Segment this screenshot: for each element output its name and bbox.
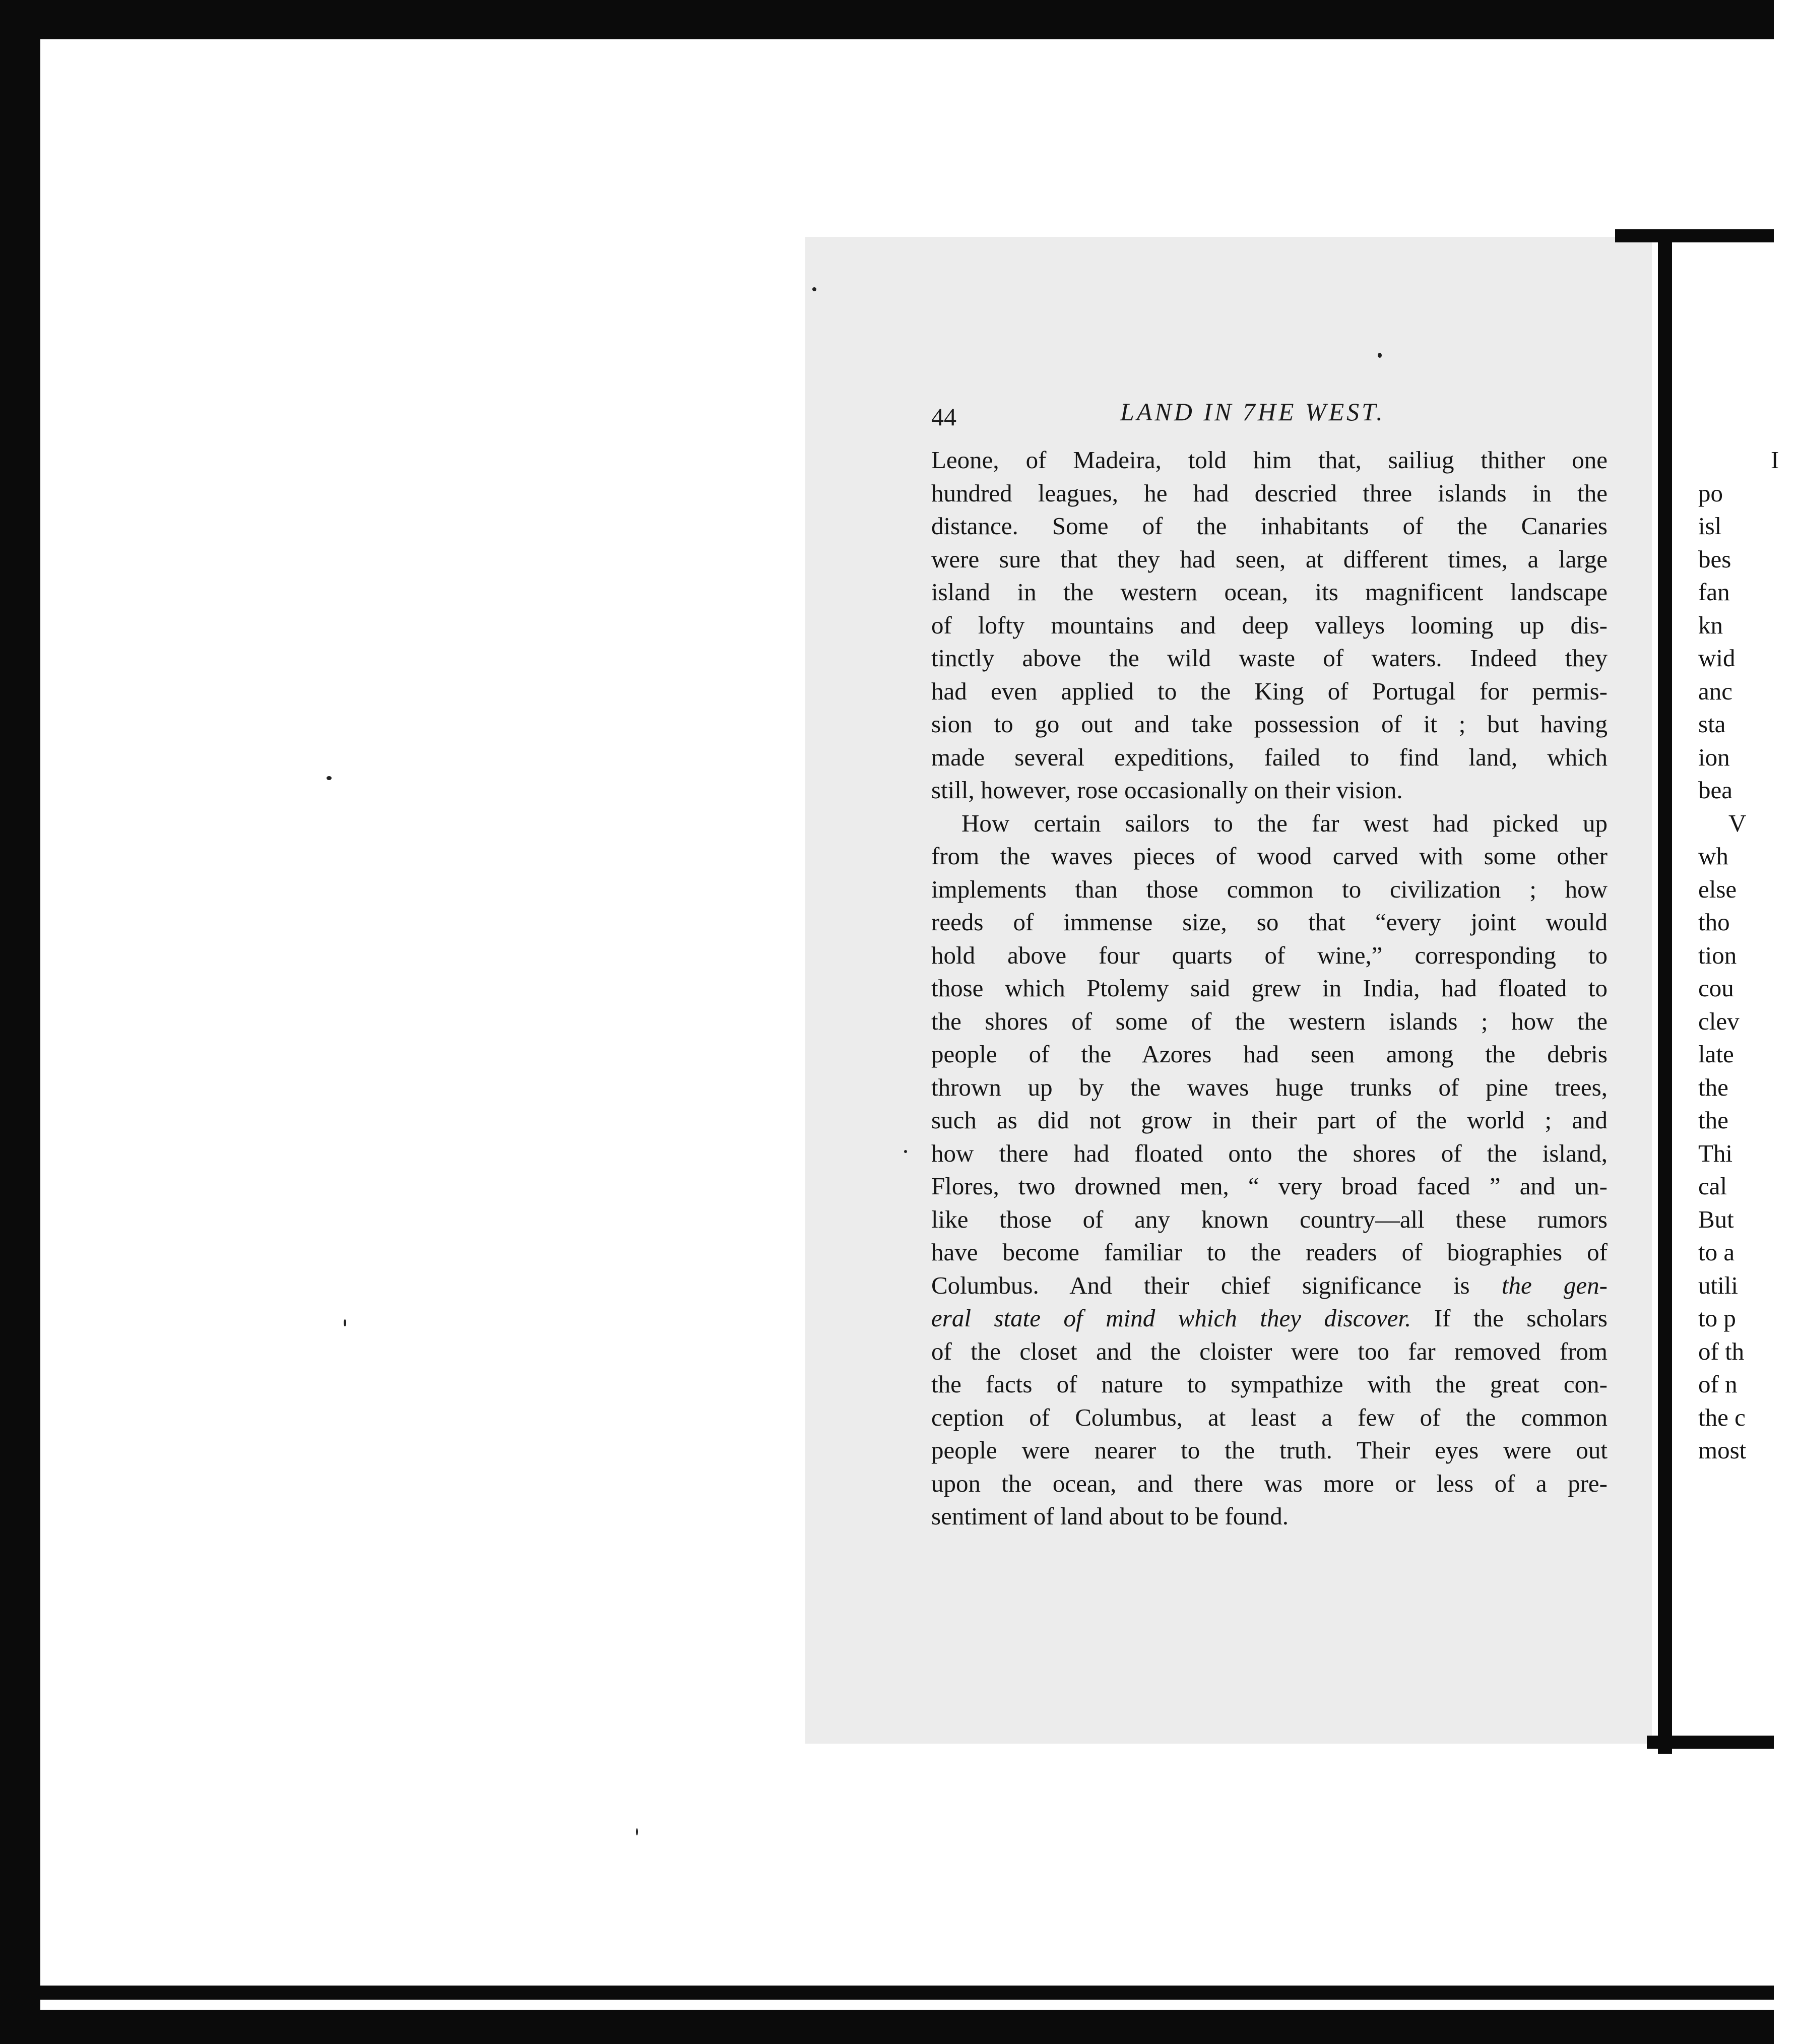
page-bracket-top — [1615, 229, 1774, 242]
fragment-line: po — [1698, 479, 1723, 507]
body-text — [931, 443, 1608, 1533]
film-speck — [904, 1150, 907, 1153]
fragment-line: wid — [1698, 644, 1736, 672]
fragment-line: isl — [1698, 512, 1722, 540]
fragment-line: bea — [1698, 776, 1732, 804]
film-speck — [344, 1319, 346, 1326]
microfilm-frame-left — [0, 0, 29, 2044]
microfilm-frame-top — [0, 0, 1774, 39]
running-title: LAND IN 7HE WEST. — [1120, 398, 1385, 426]
text-line: the shores of some of the western islands ; how the — [931, 1007, 1608, 1035]
fragment-line: else — [1698, 875, 1737, 903]
text-line: made several expeditions, failed to find land, which — [931, 743, 1608, 771]
adjacent-page-text — [1698, 443, 1799, 1467]
fragment-line: cal — [1698, 1172, 1727, 1200]
microfilm-frame-bottom-strip — [40, 2000, 1774, 2010]
fragment-line: the — [1698, 1106, 1728, 1134]
text-line: How certain sailors to the far west had picked up — [961, 809, 1608, 837]
text-line: distance. Some of the inhabitants of the Canaries — [931, 512, 1608, 540]
text-line: sion to go out and take possession of it ; but having — [931, 710, 1608, 738]
fragment-line: Thi — [1698, 1139, 1733, 1167]
page-bracket-bottom — [1647, 1736, 1774, 1749]
text-line: people were nearer to the truth. Their eyes were out — [931, 1436, 1608, 1464]
text-line: those which Ptolemy said grew in India, had floated to — [931, 974, 1608, 1002]
text-line: were sure that they had seen, at different times, a large — [931, 545, 1608, 573]
fragment-line: most — [1698, 1436, 1747, 1464]
italic-phrase: eral state of mind which they discover. — [931, 1304, 1411, 1332]
text-line: have become familiar to the readers of biographies of — [931, 1238, 1608, 1266]
text-line: tinctly above the wild waste of waters. Indeed they — [931, 644, 1608, 672]
text-line: thrown up by the waves huge trunks of pine trees, — [931, 1073, 1608, 1101]
text-run: If the scholars — [1434, 1304, 1608, 1332]
film-speck — [812, 287, 816, 291]
text-line: had even applied to the King of Portugal for permis- — [931, 677, 1608, 705]
microfilm-frame-bottom — [0, 1986, 1774, 2044]
text-line: like those of any known country—all these rumors — [931, 1205, 1608, 1233]
text-line — [931, 1302, 1608, 1335]
film-speck — [636, 1828, 638, 1835]
fragment-line: kn — [1698, 611, 1723, 639]
text-line: hundred leagues, he had descried three islands in the — [931, 479, 1608, 507]
text-line: upon the ocean, and there was more or less of a pre- — [931, 1469, 1608, 1497]
fragment-line: tion — [1698, 941, 1737, 969]
text-line: Flores, two drowned men, “ very broad faced ” and un- — [931, 1172, 1608, 1200]
page-number: 44 — [931, 403, 956, 431]
italic-phrase: the gen- — [1501, 1271, 1608, 1299]
fragment-line: utili — [1698, 1271, 1738, 1299]
text-line: how there had floated onto the shores of the island, — [931, 1139, 1608, 1167]
fragment-line: cou — [1698, 974, 1734, 1002]
text-line: hold above four quarts of wine,” corresponding to — [931, 941, 1608, 969]
fragment-line: wh — [1698, 842, 1728, 870]
film-speck — [327, 776, 332, 780]
fragment-line: fan — [1698, 578, 1730, 606]
fragment-line: sta — [1698, 710, 1726, 738]
text-line — [931, 1269, 1608, 1302]
fragment-line: the c — [1698, 1403, 1746, 1431]
fragment-line: of n — [1698, 1370, 1738, 1398]
fragment-line: late — [1698, 1040, 1734, 1068]
text-line: reeds of immense size, so that “every joint would — [931, 908, 1608, 936]
fragment-line: bes — [1698, 545, 1731, 573]
text-line: from the waves pieces of wood carved with some other — [931, 842, 1608, 870]
fragment-line: tho — [1698, 908, 1730, 936]
text-line: the facts of nature to sympathize with the great con- — [931, 1370, 1608, 1398]
fragment-line: to p — [1698, 1304, 1736, 1332]
fragment-line: clev — [1698, 1007, 1740, 1035]
text-line: of lofty mountains and deep valleys looming up dis- — [931, 611, 1608, 639]
text-line: ception of Columbus, at least a few of the common — [931, 1403, 1608, 1431]
text-line: such as did not grow in their part of the world ; and — [931, 1106, 1608, 1134]
text-line: island in the western ocean, its magnificent landscape — [931, 578, 1608, 606]
page-bracket-vertical — [1658, 232, 1672, 1754]
fragment-line: of th — [1698, 1337, 1745, 1365]
text-line: of the closet and the cloister were too far removed from — [931, 1337, 1608, 1365]
film-speck — [1378, 353, 1382, 358]
fragment-line: I — [1771, 446, 1779, 474]
text-line: sentiment of land about to be found. — [931, 1502, 1289, 1530]
text-line: people of the Azores had seen among the debris — [931, 1040, 1608, 1068]
text-line: implements than those common to civilization ; how — [931, 875, 1608, 903]
running-head — [931, 391, 1607, 441]
text-line: Leone, of Madeira, told him that, sailiug thither one — [931, 446, 1608, 474]
microfilm-frame-left-edge — [29, 19, 40, 2035]
text-run: Columbus. And their chief significance is — [931, 1271, 1470, 1299]
fragment-line: the — [1698, 1073, 1728, 1101]
fragment-line: But — [1698, 1205, 1734, 1233]
text-line: still, however, rose occasionally on their vision. — [931, 776, 1403, 804]
fragment-line: to a — [1698, 1238, 1735, 1266]
fragment-line: V — [1728, 809, 1747, 837]
fragment-line: anc — [1698, 677, 1732, 705]
fragment-line: ion — [1698, 743, 1730, 771]
